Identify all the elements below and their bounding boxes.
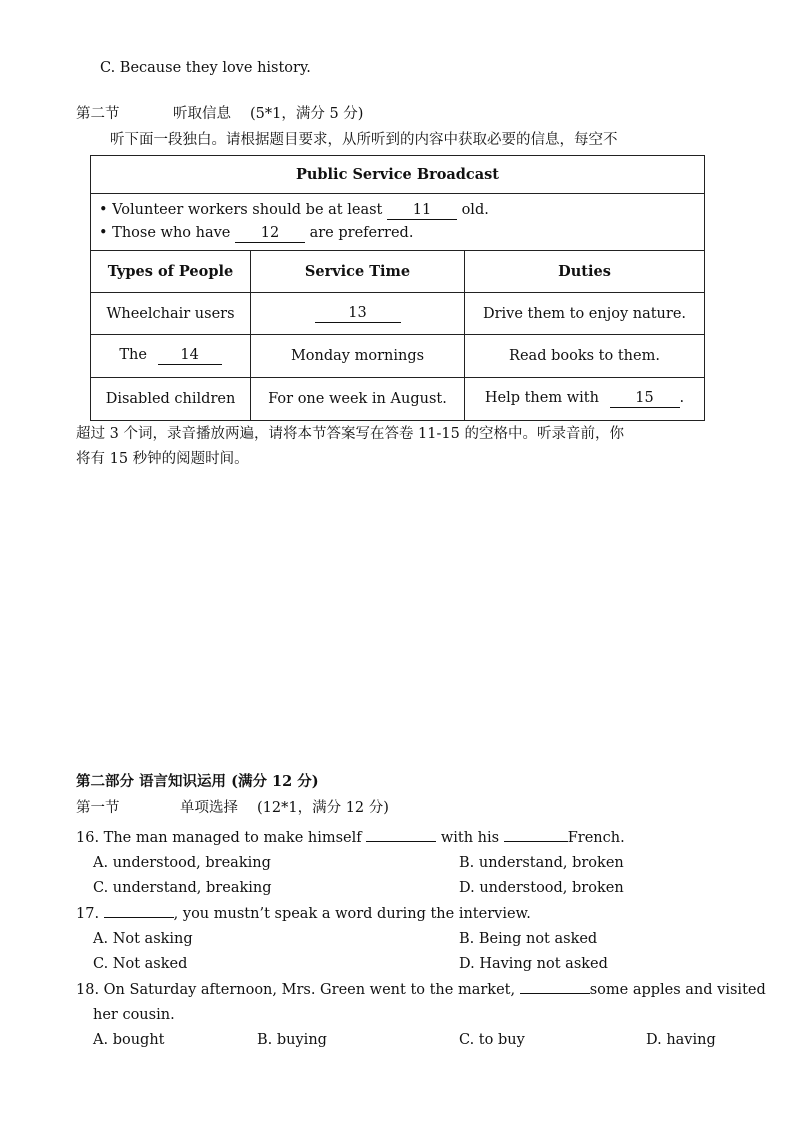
time-cell: For one week in August. <box>251 378 465 421</box>
question-18-stem: 18. On Saturday afternoon, Mrs. Green went to the market, some apples and visited <box>76 982 766 998</box>
blank-11: 11 <box>387 202 457 220</box>
part-2-section-1-title: 第一节 <box>76 800 120 816</box>
blank-13: 13 <box>315 305 401 323</box>
table-row <box>91 293 705 335</box>
table-row <box>91 335 705 378</box>
question-17-option-b: B. Being not asked <box>459 931 598 947</box>
question-17-option-a: A. Not asking <box>93 931 193 947</box>
part-2-section-1-name: 单项选择 <box>180 800 238 816</box>
header-service-time: Service Time <box>251 251 465 293</box>
question-17-option-d: D. Having not asked <box>459 956 608 972</box>
broadcast-table <box>90 155 705 421</box>
type-cell: Disabled children <box>91 378 251 421</box>
question-18-stem-continued: her cousin. <box>93 1007 175 1023</box>
table-row <box>91 378 705 421</box>
duty-cell: Drive them to enjoy nature. <box>465 293 705 335</box>
question-17-blank <box>104 917 174 918</box>
question-16-option-b: B. understand, broken <box>459 855 624 871</box>
section-2-title: 第二节 <box>76 106 120 122</box>
note-age: • Volunteer workers should be at least 11 old. <box>99 202 489 218</box>
question-16-blank-2 <box>504 841 568 842</box>
part-2-title: 第二部分 语言知识运用 (满分 12 分) <box>76 773 319 790</box>
section-2-score: (5*1，满分 5 分) <box>250 106 364 122</box>
time-cell <box>251 293 465 335</box>
question-18-option-d: D. having <box>646 1032 716 1048</box>
blank-15: 15 <box>610 390 680 408</box>
question-16-option-a: A. understood, breaking <box>93 855 271 871</box>
section-2-instruction-line2: 超过 3 个词，录音播放两遍，请将本节答案写在答卷 11-15 的空格中。听录音前，你 <box>76 426 624 442</box>
part-2-section-1-score: (12*1，满分 12 分) <box>257 800 389 816</box>
question-18-option-b: B. buying <box>257 1032 327 1048</box>
question-16-option-d: D. understood, broken <box>459 880 624 896</box>
section-2-instruction-line1: 听下面一段独白。请根据题目要求，从所听到的内容中获取必要的信息，每空不 <box>110 132 618 148</box>
type-cell: The 14 <box>91 335 251 378</box>
header-duties: Duties <box>465 251 705 293</box>
question-18-option-c: C. to buy <box>459 1032 525 1048</box>
question-18-option-a: A. bought <box>93 1032 165 1048</box>
section-2-instruction-line3: 将有 15 秒钟的阅题时间。 <box>76 451 249 467</box>
question-16-stem: 16. The man managed to make himself with his French. <box>76 830 625 846</box>
question-17-stem: 17. , you mustn’t speak a word during the interview. <box>76 906 531 922</box>
blank-14: 14 <box>158 347 222 365</box>
broadcast-title: Public Service Broadcast <box>91 156 705 194</box>
question-17-option-c: C. Not asked <box>93 956 188 972</box>
time-cell: Monday mornings <box>251 335 465 378</box>
note-preferred: • Those who have 12 are preferred. <box>99 225 414 241</box>
question-16-blank-1 <box>366 841 436 842</box>
question-16-option-c: C. understand, breaking <box>93 880 272 896</box>
duty-cell: Help them with 15 . <box>465 378 705 421</box>
broadcast-notes <box>91 194 705 251</box>
duty-cell: Read books to them. <box>465 335 705 378</box>
blank-12: 12 <box>235 225 305 243</box>
question-18-blank <box>520 993 590 994</box>
question-10-option-c: C. Because they love history. <box>100 60 311 76</box>
header-types-of-people: Types of People <box>91 251 251 293</box>
section-2-name: 听取信息 <box>173 106 231 122</box>
type-cell: Wheelchair users <box>91 293 251 335</box>
